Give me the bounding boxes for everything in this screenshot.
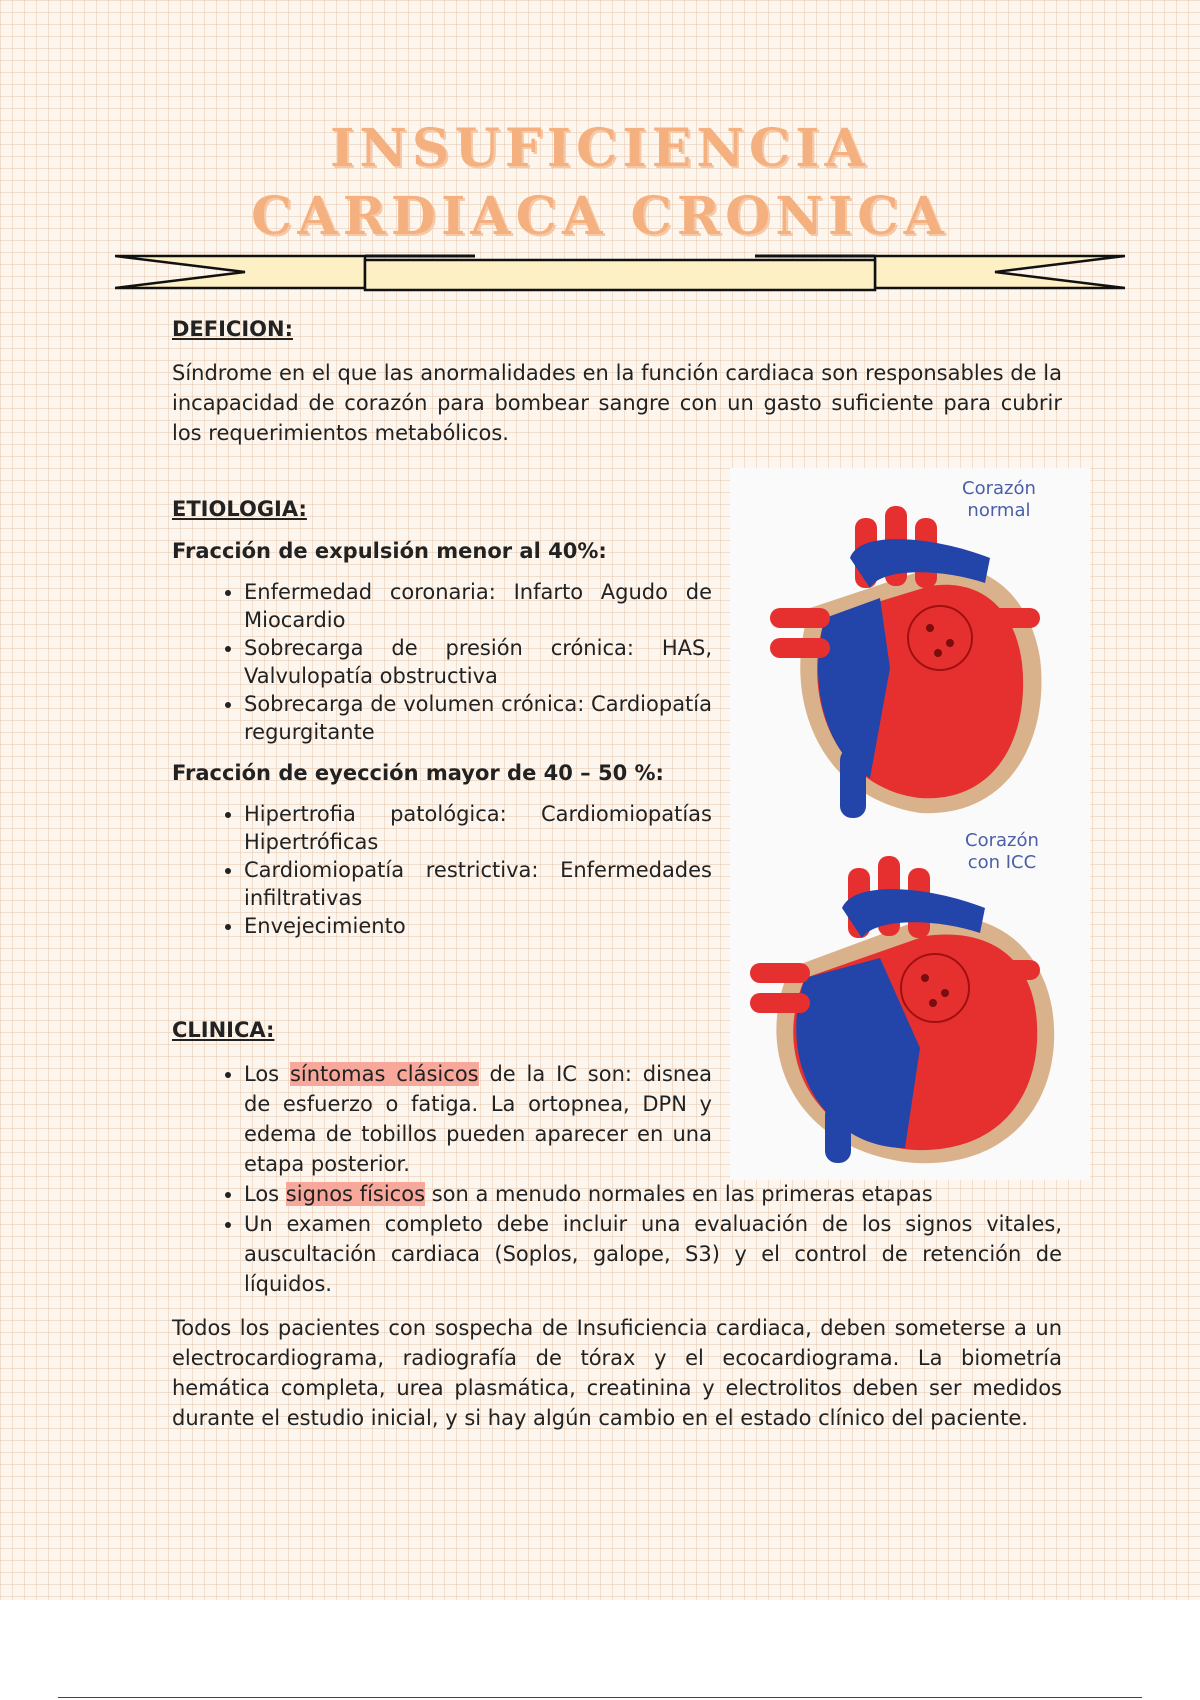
list-item: • Los síntomas clásicos de la IC son: disnea de esfuerzo o fatiga. La ortopnea, DPN y edema de tobillos pueden aparecer en una etapa posterior. (244, 1059, 712, 1179)
highlight-signos: signos físicos (285, 1182, 426, 1206)
label-normal-heart: Corazón normal (962, 478, 1036, 521)
list-item: • Un examen completo debe incluir una evaluación de los signos vitales, auscultación cardiaca (Soplos, galope, S3) y el control de retención de líquidos. (244, 1209, 1062, 1299)
etiology-group1-title: Fracción de expulsión menor al 40%: (172, 539, 607, 563)
normal-heart-illustration (740, 498, 1070, 828)
list-item: • Enfermedad coronaria: Infarto Agudo de Miocardio (244, 578, 712, 634)
title-line-2: CARDIACA CRONICA (250, 186, 950, 247)
list-item: • Cardiomiopatía restrictiva: Enfermedades infiltrativas (244, 856, 712, 912)
footer-divider (58, 1697, 1142, 1698)
definition-section (172, 314, 1062, 448)
icc-heart-illustration (730, 848, 1080, 1178)
label-icc-heart: Corazón con ICC (965, 830, 1039, 873)
clinic-heading: CLINICA: (172, 1018, 275, 1042)
etiology-group2-title: Fracción de eyección mayor de 40 – 50 %: (172, 761, 664, 785)
definition-text: Síndrome en el que las anormalidades en la función cardiaca son responsables de la incapacidad de corazón para bombear sangre con un gasto suficiente para cubrir los requerimientos metabólicos. (172, 361, 1062, 445)
title-ribbon-banner (115, 250, 1125, 300)
etiology-heading: ETIOLOGIA: (172, 497, 307, 521)
list-item: • Sobrecarga de presión crónica: HAS, Valvulopatía obstructiva (244, 634, 712, 690)
closing-paragraph: Todos los pacientes con sospecha de Insuficiencia cardiaca, deben someterse a un electrocardiograma, radiografía de tórax y el ecocardiograma. La biometría hemática completa, urea plasmática, creatinina y electrolitos deben ser medidos durante el estudio inicial, y si hay algún cambio en el estado clínico del paciente. (172, 1316, 1062, 1430)
heart-comparison-figure (730, 468, 1090, 1180)
definition-heading: DEFICION: (172, 317, 293, 341)
list-item: • Envejecimiento (244, 912, 712, 940)
list-item: • Sobrecarga de volumen crónica: Cardiopatía regurgitante (244, 690, 712, 746)
list-item: • Hipertrofia patológica: Cardiomiopatías Hipertróficas (244, 800, 712, 856)
highlight-sintomas: síntomas clásicos (289, 1062, 479, 1086)
title-line-1: INSUFICIENCIA (330, 118, 870, 179)
list-item: • Los signos físicos son a menudo normales en las primeras etapas (244, 1179, 1062, 1209)
